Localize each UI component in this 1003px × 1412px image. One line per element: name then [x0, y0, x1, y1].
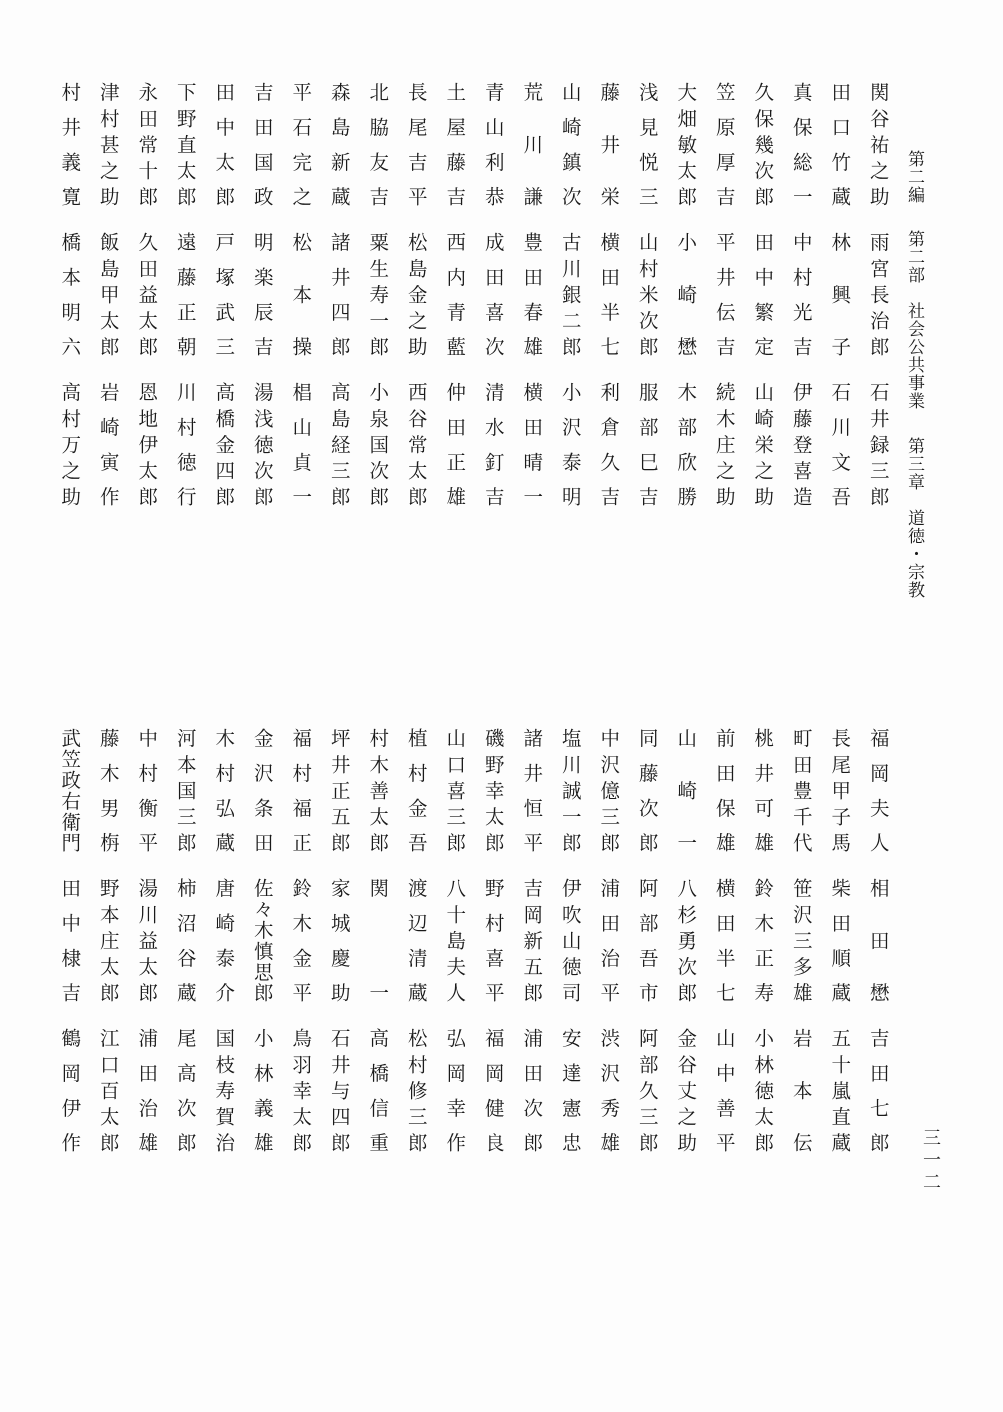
person-name: 石井録三郎 — [866, 382, 890, 506]
name-column — [89, 82, 128, 532]
running-header — [893, 150, 927, 620]
person-name: 椙山貞一 — [289, 382, 313, 506]
person-name: 津村甚之助 — [96, 82, 120, 206]
name-column — [397, 728, 436, 1178]
person-name: 吉田七郎 — [866, 1028, 890, 1152]
name-column — [243, 728, 282, 1178]
name-column — [127, 82, 166, 532]
name-column — [705, 82, 744, 532]
person-name: 横田晴一 — [520, 382, 544, 506]
person-name: 田中太郎 — [212, 82, 236, 206]
person-name: 藤木男栴 — [96, 728, 120, 852]
name-column — [243, 82, 282, 532]
page-number: 三一二 — [920, 1128, 941, 1194]
person-name: 岩本伝 — [789, 1028, 813, 1152]
person-name: 土屋藤吉 — [443, 82, 467, 206]
person-name: 長尾吉平 — [404, 82, 428, 206]
name-column — [166, 82, 205, 532]
person-name: 中村光吉 — [789, 232, 813, 356]
name-column — [435, 82, 474, 532]
person-name: 久田益太郎 — [135, 232, 159, 356]
person-name: 野村喜平 — [481, 878, 505, 1002]
person-name: 五十嵐直蔵 — [828, 1028, 852, 1152]
person-name: 松村修三郎 — [404, 1028, 428, 1152]
person-name: 清水釘吉 — [481, 382, 505, 506]
person-name: 岩崎寅作 — [96, 382, 120, 506]
name-column — [358, 728, 397, 1178]
person-name: 石井与四郎 — [327, 1028, 351, 1152]
person-name: 松本操 — [289, 232, 313, 356]
person-name: 柿沼谷蔵 — [173, 878, 197, 1002]
person-name: 小林徳太郎 — [751, 1028, 775, 1152]
person-name: 西谷常太郎 — [404, 382, 428, 506]
person-name: 諸井恒平 — [520, 728, 544, 852]
person-name: 高橋信重 — [366, 1028, 390, 1152]
person-name: 小沢泰明 — [558, 382, 582, 506]
person-name: 湯浅徳次郎 — [250, 382, 274, 506]
name-column — [705, 728, 744, 1178]
person-name: 江口百太郎 — [96, 1028, 120, 1152]
name-column — [89, 728, 128, 1178]
person-name: 永田常十郎 — [135, 82, 159, 206]
person-name: 横田半七 — [597, 232, 621, 356]
person-name: 山村米次郎 — [635, 232, 659, 356]
name-column — [820, 82, 859, 532]
name-column — [397, 82, 436, 532]
person-name: 福岡健良 — [481, 1028, 505, 1152]
person-name: 浦田治平 — [597, 878, 621, 1002]
person-name: 尾高次郎 — [173, 1028, 197, 1152]
person-name: 弘岡幸作 — [443, 1028, 467, 1152]
person-name: 金沢条田 — [250, 728, 274, 852]
person-name: 林興子 — [828, 232, 852, 356]
person-name: 高村万之助 — [58, 382, 82, 506]
person-name: 関谷祐之助 — [866, 82, 890, 206]
name-list-top — [50, 82, 897, 532]
person-name: 河本国三郎 — [173, 728, 197, 852]
person-name: 湯川益太郎 — [135, 878, 159, 1002]
name-column — [50, 82, 89, 532]
person-name: 鈴木金平 — [289, 878, 313, 1002]
person-name: 磯野幸太郎 — [481, 728, 505, 852]
person-name: 鶴岡伊作 — [58, 1028, 82, 1152]
person-name: 山崎一 — [674, 728, 698, 852]
person-name: 山口喜三郎 — [443, 728, 467, 852]
name-column — [281, 728, 320, 1178]
person-name: 鈴木正寿 — [751, 878, 775, 1002]
name-column — [589, 82, 628, 532]
person-name: 同藤次郎 — [635, 728, 659, 852]
person-name: 田中棣吉 — [58, 878, 82, 1002]
name-column — [551, 728, 590, 1178]
person-name: 真保総一 — [789, 82, 813, 206]
person-name: 山崎栄之助 — [751, 382, 775, 506]
person-name: 国枝寿賀治 — [212, 1028, 236, 1152]
person-name: 福村福正 — [289, 728, 313, 852]
person-name: 橋本明六 — [58, 232, 82, 356]
person-name: 吉岡新五郎 — [520, 878, 544, 1002]
name-column — [474, 82, 513, 532]
name-column — [474, 728, 513, 1178]
person-name: 中沢億三郎 — [597, 728, 621, 852]
person-name: 福岡夫人 — [866, 728, 890, 852]
name-column — [628, 728, 667, 1178]
name-column — [50, 728, 89, 1178]
header-chapter: 第三章 道徳・宗教 — [904, 436, 924, 599]
person-name: 金谷丈之助 — [674, 1028, 698, 1152]
person-name: 川村徳行 — [173, 382, 197, 506]
person-name: 相田懋 — [866, 878, 890, 1002]
person-name: 明楽辰吉 — [250, 232, 274, 356]
person-name: 阿部吾市 — [635, 878, 659, 1002]
name-column — [782, 728, 821, 1178]
name-column — [782, 82, 821, 532]
person-name: 小崎懋 — [674, 232, 698, 356]
person-name: 久保幾次郎 — [751, 82, 775, 206]
person-name: 柴田順蔵 — [828, 878, 852, 1002]
person-name: 森島新蔵 — [327, 82, 351, 206]
person-name: 鳥羽幸太郎 — [289, 1028, 313, 1152]
person-name: 松島金之助 — [404, 232, 428, 356]
person-name: 野本庄太郎 — [96, 878, 120, 1002]
person-name: 荒川謙 — [520, 82, 544, 206]
name-column — [358, 82, 397, 532]
person-name: 石川文吾 — [828, 382, 852, 506]
name-column — [512, 728, 551, 1178]
person-name: 雨宮長治郎 — [866, 232, 890, 356]
person-name: 植村金吾 — [404, 728, 428, 852]
name-column — [281, 82, 320, 532]
person-name: 下野直太郎 — [173, 82, 197, 206]
person-name: 坪井正五郎 — [327, 728, 351, 852]
person-name: 村木善太郎 — [366, 728, 390, 852]
person-name: 飯島甲太郎 — [96, 232, 120, 356]
person-name: 浦田次郎 — [520, 1028, 544, 1152]
person-name: 桃井可雄 — [751, 728, 775, 852]
person-name: 前田保雄 — [712, 728, 736, 852]
person-name: 北脇友吉 — [366, 82, 390, 206]
person-name: 粟生寿一郎 — [366, 232, 390, 356]
name-column — [589, 728, 628, 1178]
person-name: 恩地伊太郎 — [135, 382, 159, 506]
name-column — [666, 82, 705, 532]
person-name: 服部巳吉 — [635, 382, 659, 506]
person-name: 小林義雄 — [250, 1028, 274, 1152]
name-column — [127, 728, 166, 1178]
person-name: 古川銀二郎 — [558, 232, 582, 356]
person-name: 小泉国次郎 — [366, 382, 390, 506]
person-name: 渡辺清蔵 — [404, 878, 428, 1002]
person-name: 諸井四郎 — [327, 232, 351, 356]
name-column — [859, 82, 898, 532]
name-column — [512, 82, 551, 532]
name-column — [320, 728, 359, 1178]
person-name: 伊吹山徳司 — [558, 878, 582, 1002]
person-name: 武笠政右衛門 — [58, 728, 82, 852]
person-name: 安達憲忠 — [558, 1028, 582, 1152]
name-column — [166, 728, 205, 1178]
person-name: 村井義寛 — [58, 82, 82, 206]
person-name: 平石完之 — [289, 82, 313, 206]
name-column — [666, 728, 705, 1178]
person-name: 高島経三郎 — [327, 382, 351, 506]
person-name: 町田豊千代 — [789, 728, 813, 852]
person-name: 田中繁定 — [751, 232, 775, 356]
name-column — [743, 728, 782, 1178]
person-name: 伊藤登喜造 — [789, 382, 813, 506]
person-name: 笠原厚吉 — [712, 82, 736, 206]
name-column — [820, 728, 859, 1178]
person-name: 佐々木慎思郎 — [250, 878, 274, 1002]
person-name: 阿部久三郎 — [635, 1028, 659, 1152]
person-name: 長尾甲子馬 — [828, 728, 852, 852]
person-name: 浦田治雄 — [135, 1028, 159, 1152]
person-name: 木村弘蔵 — [212, 728, 236, 852]
person-name: 豊田春雄 — [520, 232, 544, 356]
person-name: 横田半七 — [712, 878, 736, 1002]
name-column — [859, 728, 898, 1178]
name-column — [204, 728, 243, 1178]
person-name: 西内青藍 — [443, 232, 467, 356]
header-section: 第二部 社会公共事業 — [904, 230, 924, 411]
person-name: 遠藤正朝 — [173, 232, 197, 356]
person-name: 唐崎泰介 — [212, 878, 236, 1002]
person-name: 八十島夫人 — [443, 878, 467, 1002]
person-name: 成田喜次 — [481, 232, 505, 356]
person-name: 山崎鎮次 — [558, 82, 582, 206]
name-column — [551, 82, 590, 532]
person-name: 続木庄之助 — [712, 382, 736, 506]
name-column — [435, 728, 474, 1178]
person-name: 平井伝吉 — [712, 232, 736, 356]
person-name: 藤井栄 — [597, 82, 621, 206]
person-name: 大畑敏太郎 — [674, 82, 698, 206]
person-name: 仲田正雄 — [443, 382, 467, 506]
person-name: 塩川誠一郎 — [558, 728, 582, 852]
person-name: 山中善平 — [712, 1028, 736, 1152]
name-column — [320, 82, 359, 532]
person-name: 関一 — [366, 878, 390, 1002]
person-name: 渋沢秀雄 — [597, 1028, 621, 1152]
person-name: 中村衡平 — [135, 728, 159, 852]
name-column — [743, 82, 782, 532]
person-name: 利倉久吉 — [597, 382, 621, 506]
header-part: 第二編 — [904, 150, 924, 204]
name-list-bottom — [50, 728, 897, 1178]
person-name: 青山利恭 — [481, 82, 505, 206]
person-name: 田口竹蔵 — [828, 82, 852, 206]
person-name: 吉田国政 — [250, 82, 274, 206]
person-name: 浅見悦三 — [635, 82, 659, 206]
person-name: 戸塚武三 — [212, 232, 236, 356]
person-name: 木部欣勝 — [674, 382, 698, 506]
person-name: 笹沢三多雄 — [789, 878, 813, 1002]
person-name: 高橋金四郎 — [212, 382, 236, 506]
person-name: 八杉勇次郎 — [674, 878, 698, 1002]
person-name: 家城慶助 — [327, 878, 351, 1002]
name-column — [628, 82, 667, 532]
name-column — [204, 82, 243, 532]
